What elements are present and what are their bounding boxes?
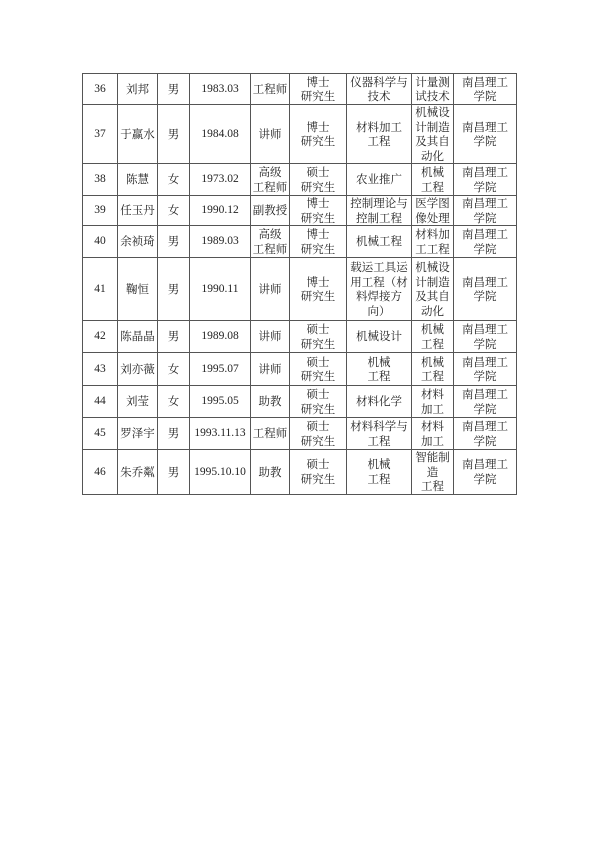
field-cell-line: 工程 xyxy=(421,479,444,493)
field-cell-line: 材料 xyxy=(421,419,444,433)
degree-cell-line: 硕士 xyxy=(306,354,330,369)
birth-date-cell: 1973.02 xyxy=(190,164,251,196)
major-cell-line: 载运工具运 xyxy=(350,260,408,274)
field-cell-line: 医学图 xyxy=(415,196,450,210)
table-row xyxy=(83,258,517,321)
row-number: 40 xyxy=(83,226,118,258)
unit-cell-line: 学院 xyxy=(473,89,497,103)
unit-cell-line: 南昌理工 xyxy=(462,419,508,433)
field-cell xyxy=(412,353,454,386)
major-cell xyxy=(347,164,412,196)
table-row xyxy=(83,321,517,353)
title-cell xyxy=(251,74,290,105)
degree-cell-line: 硕士 xyxy=(306,387,330,401)
major-cell xyxy=(347,74,412,105)
major-cell-line: 控制理论与 xyxy=(350,196,408,210)
unit-cell-line: 南昌理工 xyxy=(462,74,508,89)
degree-cell-line: 博士 xyxy=(306,227,330,241)
major-cell xyxy=(347,353,412,386)
birth-date-cell: 1984.08 xyxy=(190,105,251,164)
row-number: 44 xyxy=(83,386,118,418)
field-cell-line: 计制造 xyxy=(415,119,450,134)
major-cell xyxy=(347,196,412,226)
row-number: 39 xyxy=(83,196,118,226)
name-cell: 朱乔粼 xyxy=(118,450,158,495)
major-cell-line: 机械设计 xyxy=(356,329,402,344)
unit-cell-line: 南昌理工 xyxy=(462,119,508,134)
degree-cell xyxy=(290,321,347,353)
title-cell-line: 高级 xyxy=(258,227,282,241)
table-row xyxy=(83,226,517,258)
field-cell-line: 及其自 xyxy=(415,134,450,148)
unit-cell xyxy=(454,353,517,386)
name-cell: 陈晶晶 xyxy=(118,321,158,353)
degree-cell-line: 研究生 xyxy=(300,289,336,303)
unit-cell-line: 学院 xyxy=(473,241,497,256)
row-number: 42 xyxy=(83,321,118,353)
field-cell-line: 智能制 xyxy=(415,450,450,464)
degree-cell xyxy=(290,196,347,226)
gender-cell: 女 xyxy=(158,386,190,418)
birth-date-cell: 1995.10.10 xyxy=(190,450,251,495)
field-cell-line: 机械设 xyxy=(415,105,450,119)
unit-cell-line: 南昌理工 xyxy=(462,227,508,241)
degree-cell-line: 研究生 xyxy=(300,433,336,448)
title-cell xyxy=(251,196,290,226)
field-cell-line: 材料加 xyxy=(415,227,450,241)
degree-cell xyxy=(290,226,347,258)
table-row xyxy=(83,196,517,226)
degree-cell xyxy=(290,105,347,164)
unit-cell-line: 学院 xyxy=(473,369,497,383)
unit-cell-line: 学院 xyxy=(473,336,497,351)
major-cell xyxy=(347,386,412,418)
title-cell xyxy=(251,386,290,418)
gender-cell: 女 xyxy=(158,353,190,386)
row-number: 43 xyxy=(83,353,118,386)
degree-cell xyxy=(290,258,347,321)
degree-cell xyxy=(290,74,347,105)
name-cell: 任玉丹 xyxy=(118,196,158,226)
major-cell-line: 材料科学与 xyxy=(350,419,408,433)
field-cell xyxy=(412,418,454,450)
table-body xyxy=(83,74,517,495)
unit-cell xyxy=(454,450,517,495)
major-cell-line: 农业推广 xyxy=(356,172,402,187)
major-cell-line: 料焊接方 xyxy=(356,289,402,303)
major-cell xyxy=(347,258,412,321)
degree-cell-line: 研究生 xyxy=(300,241,336,256)
major-cell-line: 机械工程 xyxy=(356,234,402,249)
title-cell-line: 讲师 xyxy=(258,329,282,344)
unit-cell xyxy=(454,418,517,450)
table-row xyxy=(83,105,517,164)
title-cell-line: 工程师 xyxy=(252,81,288,96)
major-cell-line: 工程 xyxy=(367,134,391,148)
field-cell-line: 机械 xyxy=(421,322,444,336)
major-cell-line: 机械 xyxy=(367,354,391,369)
degree-cell-line: 博士 xyxy=(306,74,330,89)
major-cell xyxy=(347,226,412,258)
degree-cell-line: 研究生 xyxy=(300,89,336,103)
name-cell: 罗泽宇 xyxy=(118,418,158,450)
table-row xyxy=(83,418,517,450)
field-cell-line: 像处理 xyxy=(415,210,450,225)
major-cell xyxy=(347,321,412,353)
name-cell: 余祯琦 xyxy=(118,226,158,258)
title-cell-line: 高级 xyxy=(258,165,282,179)
birth-date-cell: 1990.11 xyxy=(190,258,251,321)
row-number: 41 xyxy=(83,258,118,321)
field-cell-line: 机械 xyxy=(421,165,444,179)
major-cell xyxy=(347,418,412,450)
birth-date-cell: 1990.12 xyxy=(190,196,251,226)
field-cell-line: 动化 xyxy=(421,148,444,163)
row-number: 36 xyxy=(83,74,118,105)
title-cell xyxy=(251,450,290,495)
major-cell-line: 材料化学 xyxy=(356,394,402,409)
unit-cell xyxy=(454,74,517,105)
field-cell-line: 试技术 xyxy=(415,89,450,103)
degree-cell-line: 硕士 xyxy=(306,419,330,433)
title-cell-line: 讲师 xyxy=(258,126,282,141)
degree-cell xyxy=(290,418,347,450)
field-cell-line: 材料 xyxy=(421,387,444,401)
unit-cell-line: 南昌理工 xyxy=(462,196,508,210)
birth-date-cell: 1995.07 xyxy=(190,353,251,386)
birth-date-cell: 1995.05 xyxy=(190,386,251,418)
field-cell-line: 机械设 xyxy=(415,260,450,274)
title-cell-line: 副教授 xyxy=(252,203,288,218)
degree-cell-line: 研究生 xyxy=(300,471,336,486)
major-cell-line: 材料加工 xyxy=(356,119,402,134)
field-cell-line: 加工 xyxy=(421,433,444,448)
field-cell-line: 造 xyxy=(426,464,439,479)
degree-cell-line: 硕士 xyxy=(306,322,330,336)
title-cell-line: 讲师 xyxy=(258,361,282,376)
unit-cell-line: 学院 xyxy=(473,289,497,303)
field-cell-line: 工程 xyxy=(421,369,444,383)
field-cell xyxy=(412,386,454,418)
unit-cell-line: 学院 xyxy=(473,179,497,194)
field-cell-line: 及其自 xyxy=(415,289,450,303)
field-cell xyxy=(412,164,454,196)
unit-cell-line: 学院 xyxy=(473,134,497,148)
field-cell-line: 机械 xyxy=(421,354,444,369)
major-cell-line: 技术 xyxy=(367,89,391,103)
degree-cell-line: 博士 xyxy=(306,119,330,134)
staff-table xyxy=(82,73,517,495)
major-cell-line: 工程 xyxy=(367,369,391,383)
name-cell: 鞠恒 xyxy=(118,258,158,321)
degree-cell-line: 博士 xyxy=(306,196,330,210)
unit-cell-line: 南昌理工 xyxy=(462,457,508,472)
birth-date-cell: 1989.08 xyxy=(190,321,251,353)
field-cell-line: 工工程 xyxy=(415,241,450,256)
title-cell xyxy=(251,353,290,386)
field-cell xyxy=(412,196,454,226)
gender-cell: 女 xyxy=(158,164,190,196)
unit-cell-line: 南昌理工 xyxy=(462,274,508,289)
title-cell xyxy=(251,321,290,353)
field-cell-line: 工程 xyxy=(421,336,444,351)
degree-cell-line: 硕士 xyxy=(306,165,330,179)
unit-cell xyxy=(454,321,517,353)
row-number: 45 xyxy=(83,418,118,450)
degree-cell-line: 研究生 xyxy=(300,210,336,225)
title-cell xyxy=(251,164,290,196)
birth-date-cell: 1993.11.13 xyxy=(190,418,251,450)
major-cell-line: 机械 xyxy=(367,457,391,472)
title-cell-line: 助教 xyxy=(258,394,282,409)
name-cell: 刘亦薇 xyxy=(118,353,158,386)
name-cell: 刘莹 xyxy=(118,386,158,418)
title-cell-line: 讲师 xyxy=(258,281,282,296)
unit-cell-line: 南昌理工 xyxy=(462,165,508,179)
title-cell xyxy=(251,258,290,321)
gender-cell: 男 xyxy=(158,321,190,353)
unit-cell xyxy=(454,105,517,164)
field-cell xyxy=(412,258,454,321)
unit-cell xyxy=(454,164,517,196)
field-cell-line: 计制造 xyxy=(415,274,450,289)
unit-cell-line: 学院 xyxy=(473,210,497,225)
unit-cell-line: 南昌理工 xyxy=(462,387,508,401)
row-number: 37 xyxy=(83,105,118,164)
title-cell xyxy=(251,226,290,258)
unit-cell xyxy=(454,196,517,226)
degree-cell xyxy=(290,164,347,196)
gender-cell: 男 xyxy=(158,418,190,450)
table-row xyxy=(83,450,517,495)
field-cell xyxy=(412,105,454,164)
degree-cell-line: 研究生 xyxy=(300,401,336,416)
field-cell-line: 工程 xyxy=(421,179,444,194)
degree-cell xyxy=(290,353,347,386)
major-cell-line: 控制工程 xyxy=(356,210,402,225)
degree-cell-line: 研究生 xyxy=(300,179,336,194)
gender-cell: 男 xyxy=(158,450,190,495)
table-row xyxy=(83,386,517,418)
name-cell: 于赢水 xyxy=(118,105,158,164)
title-cell-line: 工程师 xyxy=(252,179,288,194)
title-cell xyxy=(251,418,290,450)
major-cell-line: 工程 xyxy=(367,433,391,448)
major-cell-line: 用工程（材 xyxy=(350,274,408,289)
degree-cell-line: 研究生 xyxy=(300,369,336,383)
major-cell-line: 向） xyxy=(367,303,391,318)
field-cell xyxy=(412,226,454,258)
title-cell-line: 工程师 xyxy=(252,426,288,441)
gender-cell: 男 xyxy=(158,74,190,105)
unit-cell-line: 南昌理工 xyxy=(462,354,508,369)
degree-cell xyxy=(290,386,347,418)
degree-cell-line: 硕士 xyxy=(306,457,330,472)
gender-cell: 男 xyxy=(158,226,190,258)
field-cell xyxy=(412,321,454,353)
unit-cell xyxy=(454,386,517,418)
degree-cell-line: 研究生 xyxy=(300,336,336,351)
major-cell xyxy=(347,450,412,495)
unit-cell xyxy=(454,258,517,321)
title-cell xyxy=(251,105,290,164)
table-row xyxy=(83,164,517,196)
major-cell xyxy=(347,105,412,164)
table-row xyxy=(83,74,517,105)
degree-cell xyxy=(290,450,347,495)
title-cell-line: 工程师 xyxy=(252,241,288,256)
unit-cell-line: 学院 xyxy=(473,471,497,486)
unit-cell-line: 南昌理工 xyxy=(462,322,508,336)
title-cell-line: 助教 xyxy=(258,464,282,479)
row-number: 46 xyxy=(83,450,118,495)
major-cell-line: 工程 xyxy=(367,471,391,486)
field-cell xyxy=(412,450,454,495)
degree-cell-line: 研究生 xyxy=(300,134,336,148)
unit-cell xyxy=(454,226,517,258)
name-cell: 陈慧 xyxy=(118,164,158,196)
unit-cell-line: 学院 xyxy=(473,401,497,416)
birth-date-cell: 1989.03 xyxy=(190,226,251,258)
birth-date-cell: 1983.03 xyxy=(190,74,251,105)
row-number: 38 xyxy=(83,164,118,196)
field-cell-line: 计量测 xyxy=(415,74,450,89)
field-cell-line: 动化 xyxy=(421,303,444,318)
table-row xyxy=(83,353,517,386)
gender-cell: 男 xyxy=(158,258,190,321)
unit-cell-line: 学院 xyxy=(473,433,497,448)
major-cell-line: 仪器科学与 xyxy=(350,74,408,89)
degree-cell-line: 博士 xyxy=(306,274,330,289)
field-cell-line: 加工 xyxy=(421,401,444,416)
name-cell: 刘邦 xyxy=(118,74,158,105)
field-cell xyxy=(412,74,454,105)
gender-cell: 女 xyxy=(158,196,190,226)
gender-cell: 男 xyxy=(158,105,190,164)
